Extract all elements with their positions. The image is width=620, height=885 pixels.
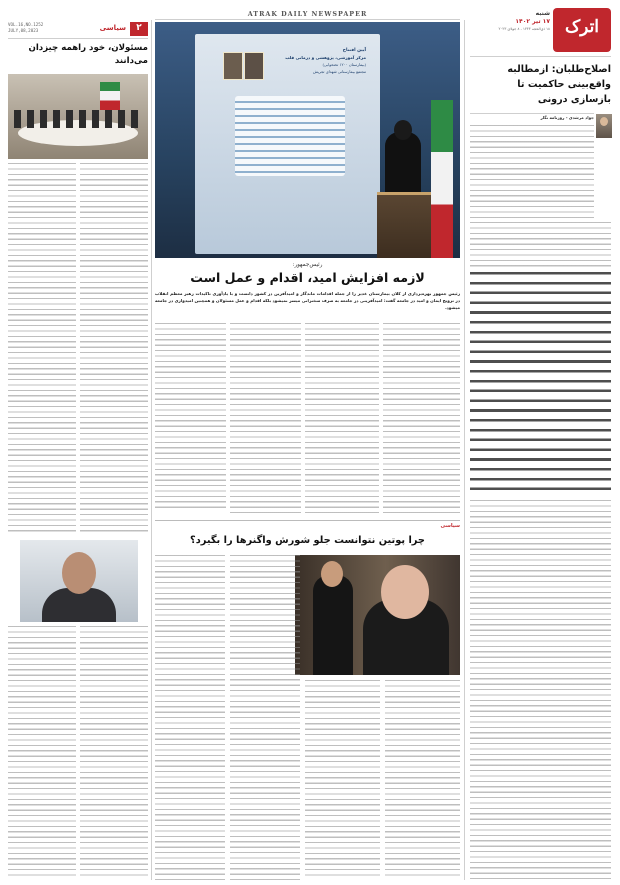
speaker-head — [394, 120, 412, 140]
putin-photo — [295, 555, 460, 675]
meeting-flags — [100, 82, 120, 110]
day-label: شنبه — [535, 10, 550, 17]
meeting-photo — [8, 74, 148, 159]
banner-building — [235, 96, 345, 176]
date-en: JULY,08,2023 — [8, 27, 39, 33]
lead-col-4 — [155, 323, 226, 511]
putin-col-4 — [155, 555, 225, 880]
left-headline — [8, 42, 148, 68]
byline-rule — [470, 113, 594, 114]
left-headline-line1: مسئولان، خود راهمه چیزدان — [28, 43, 148, 53]
putin-col-1 — [385, 680, 460, 880]
podium — [377, 192, 431, 258]
putin-col-3 — [230, 555, 300, 880]
byline: جواد مرشدی - روزنامه نگار — [540, 115, 594, 120]
volume-number: VOL.16,NO.1252 — [8, 22, 44, 27]
right-headline-line2: واقع‌بینی حاکمیت تا — [517, 79, 611, 90]
right-text-1 — [470, 222, 611, 270]
figure-main-head — [381, 565, 429, 619]
putin-headline: چرا پوتین نتوانست جلو شورش واگنرها را بگیرد؟ — [190, 535, 425, 546]
banner-text — [266, 48, 366, 74]
banner-line4: مجتمع بیمارستانی شهدای تجریش — [312, 69, 366, 74]
lead-col-1 — [383, 323, 460, 515]
banner-line2: مرکز آموزشی، پژوهشی و درمانی قلب — [285, 55, 366, 60]
politics-label: سیاسی — [440, 523, 460, 529]
page-number-box — [130, 22, 148, 36]
left-top-rule — [8, 38, 148, 39]
masthead-logo — [553, 8, 611, 52]
right-pullquote — [470, 272, 611, 492]
date-sub: ۱۸ ذی‌الحجه ۱۴۴۴ - ۸ جولای ۲۰۲۳ — [498, 27, 550, 31]
side-flag — [431, 100, 453, 258]
banner-portraits — [223, 52, 263, 78]
stage-banner — [195, 34, 380, 254]
lead-col-2 — [305, 323, 379, 515]
masthead-divider — [470, 56, 611, 57]
portrait-head — [62, 552, 96, 594]
author-portrait — [600, 117, 608, 126]
left-col-c — [80, 626, 148, 880]
center-top-rule — [155, 19, 460, 20]
masthead-en: ATRAK DAILY NEWSPAPER — [247, 10, 368, 18]
lead-kicker: رئیس‌جمهور: — [292, 262, 323, 268]
lead-col-3 — [230, 323, 301, 515]
banner-line3: (بیمارستان ۱۲۰۰ تختخوابی) — [322, 62, 366, 67]
page-number: ۲ — [136, 23, 142, 33]
banner-line1: آیین افتتاح — [342, 48, 366, 53]
putin-col-2 — [305, 680, 380, 880]
lead-photo — [155, 22, 460, 258]
date-fa: ۱۷ تیر ۱۴۰۲ — [515, 18, 550, 25]
right-headline-line3: بازسازی درونی — [537, 94, 611, 105]
lead-headline: لازمه افزایش امید، اقدام و عمل است — [190, 270, 425, 285]
left-col-a — [80, 163, 148, 535]
column-divider-right — [464, 20, 465, 880]
center-mid-rule — [155, 520, 460, 521]
section-label: سیاسی — [99, 24, 126, 32]
column-divider-left — [151, 20, 152, 880]
logo-text: اترک — [564, 17, 600, 37]
volume-block — [8, 22, 78, 33]
right-text-2 — [470, 500, 611, 880]
left-col-b — [8, 163, 76, 535]
figure-left-head — [321, 561, 343, 587]
left-col-d — [8, 626, 76, 880]
author-photo — [596, 114, 612, 138]
portrait-photo — [20, 540, 138, 622]
left-headline-line2: می‌دانند — [114, 56, 148, 66]
issue-date-block — [470, 10, 550, 44]
right-headline-line1: اصلاح‌طلبان: ازمطالبه — [507, 64, 611, 75]
figure-left — [313, 575, 353, 675]
lead-summary: رئیس جمهور بهره‌برداری از کلان بیمارستان غدیر را از جمله اقدامات ماندگار و امیدآفرین در کشور دانست و با یادآوری تاکیدات رهبر معظم انقلاب در ترویج ایمان و امید در جامعه گفت: امیدآفرینی در جامعه به صرف سخنرانی میسر نمیشود بلکه اقدام و عمل مسئولان و همچنین امیدواری در جامعه میشود. — [155, 291, 460, 310]
right-headline — [470, 62, 611, 107]
meeting-people — [14, 110, 142, 128]
right-intro-text — [470, 125, 594, 220]
